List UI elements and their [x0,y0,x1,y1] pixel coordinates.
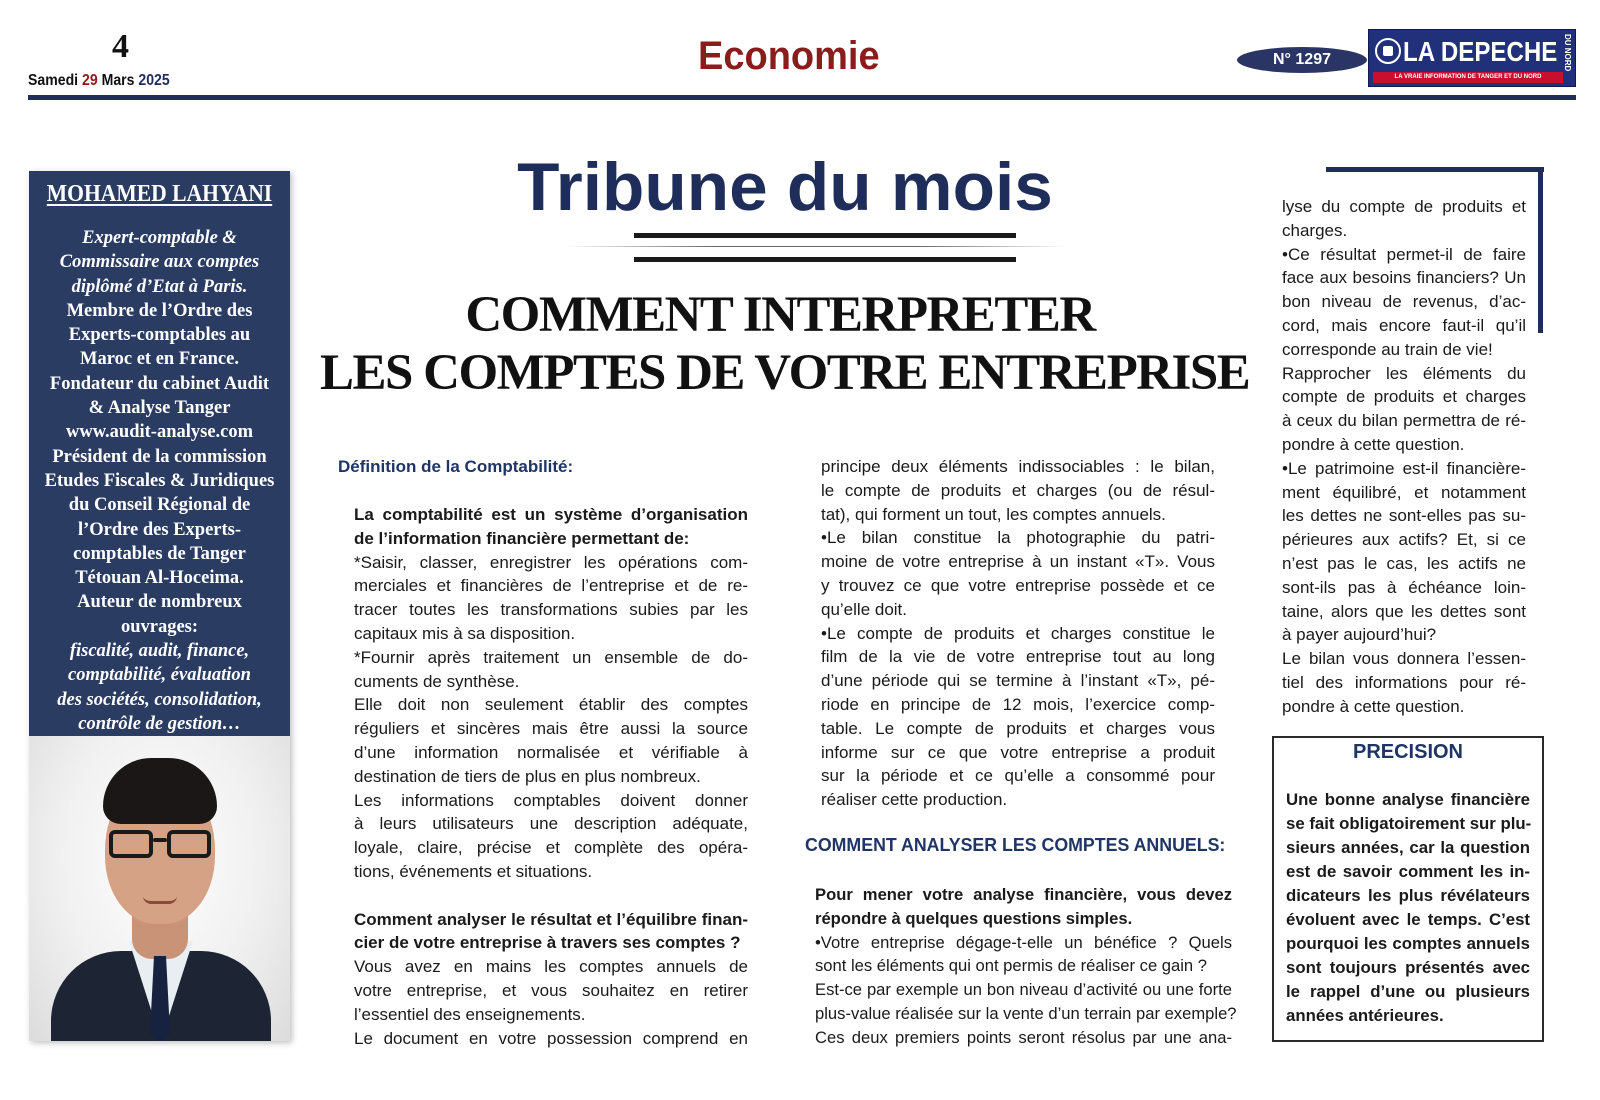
article-text-line: corresponde au train de vie! [1282,339,1493,359]
headline-line-1: COMMENT INTERPRETER [465,287,1095,343]
article-text-line: Ces deux premiers points seront résolus par une ana- [815,1027,1232,1047]
article-text-line: Vous avez en mains les comptes annuels de [354,957,748,977]
logo-tagline: LA VRAIE INFORMATION DE TANGER ET DU NORD [1373,72,1563,83]
article-text-line: merciales et financières de l’entreprise et de re- [354,576,748,596]
article-text-line: cier de votre entreprise à travers ses comptes ? [354,933,741,953]
article-text-line: y trouvez ce que votre entreprise possède et ce [821,575,1215,595]
paragraph-gap [354,884,748,908]
precision-text-line: années antérieures. [1286,1006,1444,1025]
article-text-line: principe deux éléments indissociables : le bilan, [821,457,1215,476]
bio-line: du Conseil Régional de [68,495,251,516]
page-number: 4 [112,28,129,65]
article-text-line: de l’information financière permettant de: [354,528,690,548]
author-bio [35,226,284,736]
article-column-3 [1282,195,1526,719]
article-text-line: tat), qui forment un tout, les comptes annuels. [821,504,1166,524]
issue-date [28,72,170,90]
article-text-line: La comptabilité est un système d’organisation [354,505,748,524]
article-text-line: réguliers et sincères mais être aussi la source [354,719,748,739]
column-3-corner-top [1326,167,1544,172]
bio-line: & Analyse Tanger [88,398,231,419]
title-rule-bottom [634,257,1016,262]
precision-text-line: évoluent avec le temps. C’est [1286,910,1530,929]
article-text-line: pondre à cette question. [1282,696,1465,716]
article-text-line: qu’elle doit. [821,599,908,619]
date-day-label: Samedi [28,72,79,89]
bio-line: Président de la commission [52,446,267,467]
article-text-line: compte de produits et charges [1282,387,1526,407]
article-text-line: bon niveau de revenus, d’ac- [1282,292,1526,312]
article-text-line: Elle doit non seulement établir des comptes [354,695,748,715]
bio-line: Commissaire aux comptes [59,252,260,273]
article-text-line: d’une période qui se termine à l’instant «T», pé- [821,671,1215,691]
newspaper-logo[interactable] [1368,29,1576,87]
article-text-line: *Saisir, classer, enregistrer les opérations com- [354,552,748,572]
article-text-line: Est-ce par exemple un bon niveau d’activité ou une forte [815,980,1232,1000]
bio-line: Fondateur du cabinet Audit [49,373,270,394]
article-text-line: tions, événements et situations. [354,861,593,881]
article-text-line: Le document en votre possession comprend en [354,1028,748,1048]
bio-line: Experts-comptables au [68,325,251,346]
headline-line-2: LES COMPTES DE VOTRE ENTREPRISE [320,345,1250,401]
precision-text-line: Une bonne analyse financière [1286,790,1530,809]
bio-line: comptabilité, évaluation [68,665,251,686]
bio-line: comptables de Tanger [73,543,246,564]
article-text-line: informe sur ce que votre entreprise a produit [821,742,1215,762]
precision-text-line: dicateurs les plus révélateurs [1286,886,1530,905]
bio-line: Auteur de nombreux [77,592,242,613]
bio-line: Membre de l’Ordre des [66,300,253,321]
article-text-line: tracer toutes les transformations subies par les [354,600,748,620]
bio-line: diplômé d’Etat à Paris. [71,276,248,297]
bio-line: ouvrages: [120,616,199,637]
column-3-corner-right [1538,167,1543,333]
precision-text-line: se fait obligatoirement sur plu- [1286,814,1532,833]
article-text-line: Comment analyser le résultat et l’équilibre finan- [354,909,748,929]
article-text-line: sont-ils pas à échéance loin- [1282,577,1526,597]
title-rule-thin [566,246,1066,247]
issue-number-badge: N° 1297 [1237,47,1367,73]
article-text-line: le compte de produits et charges (ou de résul- [821,480,1215,500]
photo-mouth [143,896,177,904]
article-text-line: Pour mener votre analyse financière, vous devez [815,885,1232,904]
article-text-line: sur la période et ce qu’elle a consommé pour [821,766,1215,786]
article-text-line: capitaux mis à sa disposition. [354,623,576,643]
article-text-line: votre entreprise, et vous souhaitez en retirer [354,980,748,1000]
date-day: 29 [82,72,98,89]
logo-side-text: DU NORD [1563,34,1572,72]
article-text-line: •Votre entreprise dégage-t-elle un bénéfice ? Quels [815,932,1232,952]
author-sidebar [29,171,290,1041]
article-text-line: tiel des informations pour ré- [1282,672,1526,692]
bio-line: des sociétés, consolidation, [57,689,262,710]
glasses-icon [107,830,213,858]
precision-text-line: le rappel d’une ou plusieurs [1286,982,1530,1001]
logo-emblem-icon [1375,38,1401,64]
article-text-line: lyse du compte de produits et [1282,197,1526,216]
article-text-line: •Le bilan constitue la photographie du patri- [821,528,1215,548]
definition-heading: Définition de la Comptabilité: [338,457,574,476]
article-column-2-continued [815,883,1237,1050]
title-rule-top [634,233,1016,238]
article-text-line: film de la vie de votre entreprise tout au long [821,647,1215,667]
bio-line: Expert-comptable & [82,228,237,248]
precision-text-line: pourquoi les comptes annuels [1286,934,1530,953]
logo-text: LA DEPECHE [1403,36,1558,67]
article-text-line: réaliser cette production. [821,790,1008,810]
article-text-line: l’essentiel des enseignements. [354,1004,586,1024]
article-text-line: face aux besoins financiers? Un [1282,268,1526,288]
article-text-line: *Fournir après traitement un ensemble de do- [354,647,748,667]
article-column-1 [354,503,748,1050]
precision-text-line: sont toujours présentés avec [1286,958,1530,977]
article-text-line: plus-value réalisée sur la vente d’un terrain par exemple? [815,1003,1237,1023]
precision-title: PRECISION [1352,741,1464,763]
date-month: Mars [101,72,135,89]
article-text-line: cord, mais encore faut-il qu’il [1282,315,1526,335]
section-title: Economie [698,34,880,78]
article-text-line: à payer aujourd’hui? [1282,625,1437,645]
article-text-line: n’est pas le cas, les actifs ne [1282,553,1526,573]
article-text-line: Rapprocher les éléments du [1282,363,1526,383]
precision-text-line: sieurs années, car la question [1286,838,1530,857]
analyse-heading: COMMENT ANALYSER LES COMPTES ANNUELS: [805,834,1226,855]
bio-line: www.audit-analyse.com [65,422,254,443]
author-photo [29,736,290,1041]
bio-line: l’Ordre des Experts- [77,519,242,540]
photo-hair [103,758,217,824]
article-text-line: charges. [1282,220,1348,240]
article-text-line: moine de votre entreprise à un instant «T». Vous [821,552,1215,572]
date-year: 2025 [138,72,170,89]
precision-body [1286,788,1530,1028]
article-text-line: répondre à quelques questions simples. [815,908,1133,928]
article-column-2 [821,455,1215,812]
article-text-line: à ceux du bilan permettra de ré- [1282,411,1526,431]
article-text-line: périeures aux actifs? Et, si ce [1282,530,1526,550]
article-text-line: à leurs utilisateurs une description adéquate, [354,814,748,834]
article-text-line: ment équilibré, et notamment [1282,482,1526,502]
precision-text-line: est de savoir comment les in- [1286,862,1530,881]
author-name: MOHAMED LAHYANI [46,181,273,207]
article-text-line: •Le compte de produits et charges constitue le [821,623,1215,643]
precision-box [1272,736,1544,1042]
article-text-line: Le bilan vous donnera l’essen- [1282,649,1526,669]
bio-line: fiscalité, audit, finance, [69,641,250,662]
bio-line: Etudes Fiscales & Juridiques [44,470,275,491]
article-text-line: cuments de synthèse. [354,671,520,691]
bio-line: contrôle de gestion… [78,713,241,734]
article-text-line: Les informations comptables doivent donner [354,790,748,810]
article-text-line: •Ce résultat permet-il de faire [1282,244,1526,264]
article-text-line: table. Le compte de produits et charges vous [821,718,1215,738]
article-text-line: pondre à cette question. [1282,434,1465,454]
article-text-line: les dettes ne sont-elles pas su- [1282,506,1526,526]
tribune-title: Tribune du mois [517,149,1053,225]
bio-line: Tétouan Al-Hoceima. [75,568,244,589]
article-text-line: taine, alors que les dettes sont [1282,601,1526,621]
bio-line: Maroc et en France. [80,349,239,370]
article-text-line: loyale, claire, précise et complète des opéra- [354,838,748,858]
article-text-line: sont les éléments qui ont permis de réaliser ce gain ? [815,956,1208,976]
article-text-line: •Le patrimoine est-il financière- [1282,458,1526,478]
article-text-line: riode en principe de 12 mois, l’exercice comp- [821,694,1215,714]
article-text-line: destination de tiers de plus en plus nombreux. [354,766,701,786]
article-text-line: d’une information normalisée et vérifiable à [354,742,748,762]
header-divider [28,95,1576,100]
